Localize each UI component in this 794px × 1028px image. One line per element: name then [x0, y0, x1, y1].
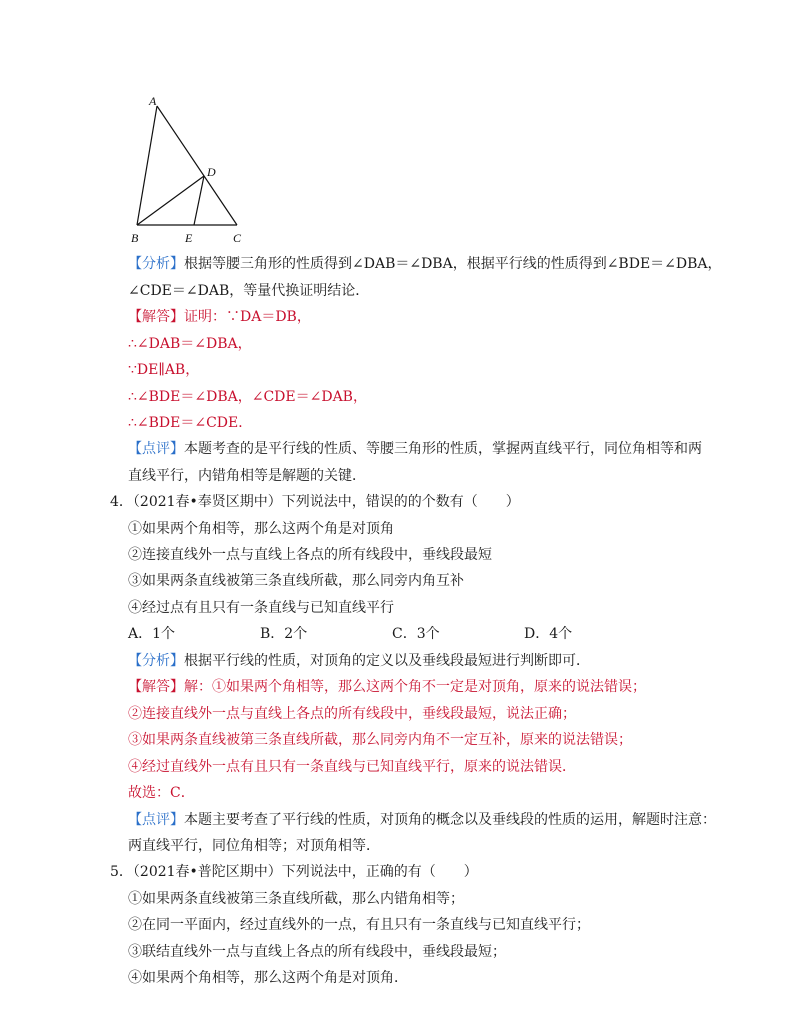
label-b: B — [131, 231, 139, 245]
q5-stem: 5．（2021春•普陀区期中）下列说法中，正确的有（ ） — [110, 864, 478, 880]
q3-comment-line-2: 直线平行，内错角相等是解题的关键． — [128, 468, 366, 484]
q3-answer-line-2: ∴∠DAB＝∠DBA， — [128, 336, 252, 352]
segment-ac — [157, 106, 237, 225]
segment-bd — [137, 176, 204, 225]
option-c: C．3个 — [392, 626, 440, 642]
q5-statement-4: ④如果两个角相等，那么这两个角是对顶角． — [128, 970, 408, 986]
label-d: D — [207, 165, 216, 179]
q3-answer-line-3: ∵DE∥AB， — [128, 362, 200, 378]
label-c: C — [233, 231, 242, 245]
answer-tag: 【解答】 — [128, 679, 184, 695]
q5-statement-3: ③联结直线外一点与直线上各点的所有线段中，垂线段最短； — [128, 944, 506, 960]
q3-answer-text-1: 证明：∵DA＝DB， — [184, 309, 311, 325]
q3-analysis-line-2: ∠CDE＝∠DAB，等量代换证明结论． — [128, 283, 370, 299]
q4-answer-line-4: ④经过直线外一点有且只有一条直线与已知直线平行，原来的说法错误． — [128, 759, 576, 775]
q3-analysis-line-1 — [128, 254, 722, 274]
q4-analysis-text: 根据平行线的性质，对顶角的定义以及垂线段最短进行判断即可． — [184, 653, 590, 669]
q4-answer-text-1: 解：①如果两个角相等，那么这两个角不一定是对顶角，原来的说法错误； — [184, 679, 646, 695]
q4-options — [128, 624, 572, 644]
segment-de — [194, 176, 204, 225]
q4-answer-line-3: ③如果两条直线被第三条直线所截，那么同旁内角不一定互补，原来的说法错误； — [128, 732, 632, 748]
q4-answer-line-2: ②连接直线外一点与直线上各点的所有线段中，垂线段最短，说法正确； — [128, 706, 576, 722]
comment-tag: 【点评】 — [128, 812, 184, 828]
answer-tag: 【解答】 — [128, 309, 184, 325]
comment-tag: 【点评】 — [128, 441, 184, 457]
q4-stem: 4．（2021春•奉贤区期中）下列说法中，错误的的个数有（ ） — [110, 494, 520, 510]
analysis-tag: 【分析】 — [128, 653, 184, 669]
option-b: B．2个 — [260, 626, 308, 642]
q4-answer-line-1 — [128, 677, 646, 697]
q4-statement-2: ②连接直线外一点与直线上各点的所有线段中，垂线段最短 — [128, 547, 492, 563]
q3-comment-text-1: 本题考查的是平行线的性质、等腰三角形的性质，掌握两直线平行，同位角相等和两 — [184, 441, 702, 457]
q4-comment-line-1 — [128, 810, 716, 830]
analysis-tag: 【分析】 — [128, 256, 184, 272]
triangle-figure — [125, 90, 255, 250]
label-e: E — [185, 231, 193, 245]
segment-ab — [137, 106, 157, 225]
q4-statement-1: ①如果两个角相等，那么这两个角是对顶角 — [128, 521, 394, 537]
option-a: A．1个 — [128, 626, 176, 642]
q4-analysis-line — [128, 651, 590, 671]
q5-statement-2: ②在同一平面内，经过直线外的一点，有且只有一条直线与已知直线平行； — [128, 917, 590, 933]
q4-statement-4: ④经过点有且只有一条直线与已知直线平行 — [128, 600, 394, 616]
q3-analysis-text-1: 根据等腰三角形的性质得到∠DAB＝∠DBA，根据平行线的性质得到∠BDE＝∠DBA， — [184, 256, 722, 272]
q4-choice: 故选：C． — [128, 785, 195, 801]
label-a: A — [149, 94, 157, 108]
q4-comment-line-2: 两直线平行，同位角相等；对顶角相等． — [128, 838, 380, 854]
option-d: D．4个 — [524, 626, 573, 642]
q3-comment-line-1 — [128, 439, 702, 459]
q5-statement-1: ①如果两条直线被第三条直线所截，那么内错角相等； — [128, 891, 464, 907]
q3-answer-line-5: ∴∠BDE＝∠CDE． — [128, 415, 253, 431]
q3-answer-line-1 — [128, 307, 311, 327]
q3-answer-line-4: ∴∠BDE＝∠DBA，∠CDE＝∠DAB， — [128, 389, 367, 405]
q4-statement-3: ③如果两条直线被第三条直线所截，那么同旁内角互补 — [128, 573, 464, 589]
q4-comment-text-1: 本题主要考查了平行线的性质，对顶角的概念以及垂线段的性质的运用，解题时注意： — [184, 812, 716, 828]
